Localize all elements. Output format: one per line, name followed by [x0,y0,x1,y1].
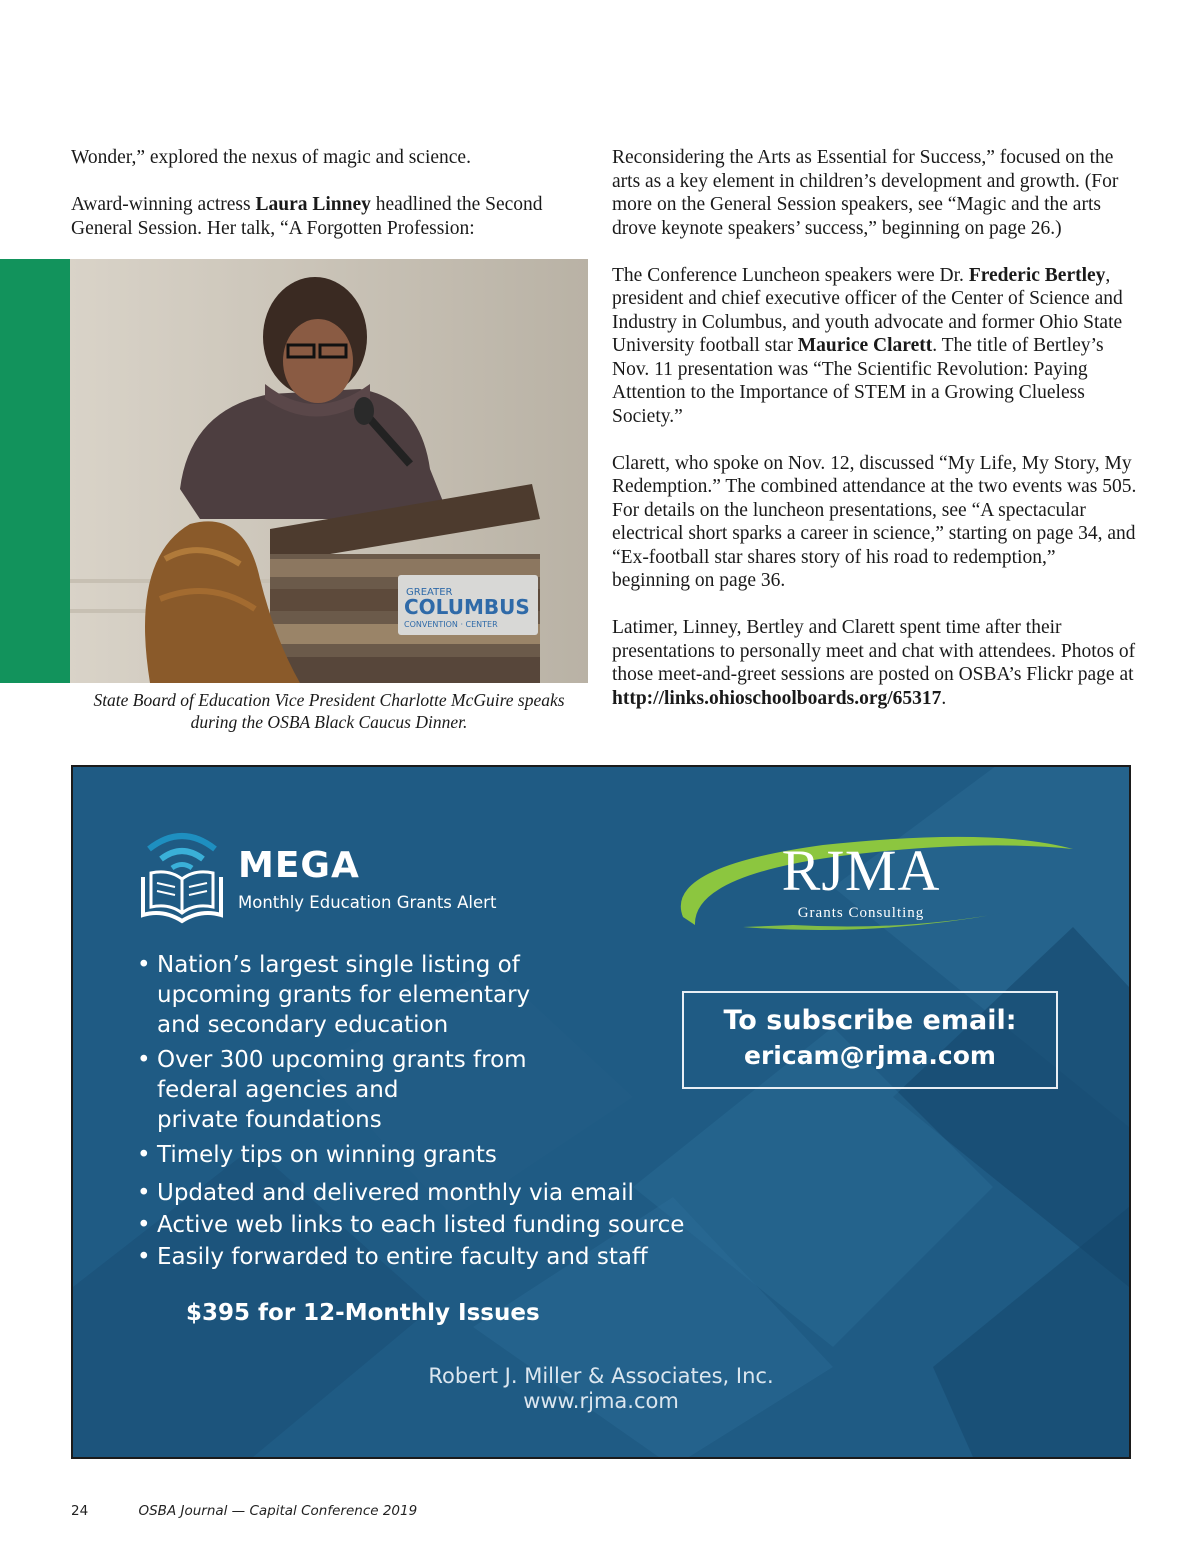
rjma-title: RJMA [781,838,941,903]
subscribe-email-link[interactable]: ericam@rjma.com [744,1041,996,1070]
list-item-line: • Nation’s largest single listing of [157,952,520,978]
paragraph: Reconsidering the Arts as Essential for Success,” focused on the arts as a key element in children’s development and growth. (For more on the General Session speakers, see “Magic and the arts drove keynote speakers’ success,” beginning on page 26.) [612,147,1119,239]
text: headlined the Second General Session. Her talk, “A Forgotten Profession: [71,194,543,239]
text: The Conference Luncheon speakers were Dr. [612,264,969,286]
paragraph: Wonder,” explored the nexus of magic and science. [71,147,471,168]
list-item [137,1178,684,1208]
list-item [137,950,684,1040]
text: Latimer, Linney, Bertley and Clarett spent time after their presentations to personally meet and chat with attendees. Photos of those meet-and-greet sessions are posted on OSBA’s Flickr page at [612,617,1136,685]
right-text-column [612,146,1137,710]
subscribe-label: To subscribe email: [723,1005,1017,1036]
list-item-line: • Over 300 upcoming grants from [157,1047,527,1073]
company-name: Robert J. Miller & Associates, Inc. [428,1364,774,1388]
text: , president and chief executive officer of the Center of Science and Industry in Columbus, and youth advocate and former Ohio State University football star [612,264,1123,356]
price-text: $395 for 12-Monthly Issues [186,1300,540,1326]
speaker-name: Laura Linney [255,194,371,215]
green-accent-bar [0,259,70,683]
paragraph [612,264,1137,429]
list-item-line: private foundations [157,1107,382,1133]
list-item-line: • Updated and delivered monthly via email [157,1180,634,1206]
page-footer [71,1503,417,1519]
paragraph [612,616,1137,710]
subscribe-box [682,991,1058,1089]
caption-line: during the OSBA Black Caucus Dinner. [190,712,468,732]
list-item [137,1140,684,1170]
caption-line: State Board of Education Vice President Charlotte McGuire speaks [93,690,565,710]
list-item-line: and secondary education [157,1012,449,1038]
photo-illustration [70,259,588,683]
rjma-subtitle: Grants Consulting [797,905,925,921]
sign-text: COLUMBUS [404,595,530,619]
list-item-line: federal agencies and [157,1077,399,1103]
feature-list [137,950,684,1274]
paragraph [71,193,576,240]
left-text-column [71,146,576,240]
list-item-line: • Easily forwarded to entire faculty and staff [157,1244,648,1270]
journal-title: OSBA Journal — Capital Conference 2019 [138,1503,418,1519]
text: Award-winning actress [71,194,256,215]
list-item [137,1210,684,1240]
website-link[interactable]: www.rjma.com [523,1389,679,1413]
photo-caption [70,689,588,733]
speaker-photo [70,259,588,683]
sign-text: GREATER [406,587,453,598]
page-number: 24 [71,1503,89,1519]
speaker-name: Maurice Clarett [797,335,933,356]
text: . The title of Bertley’s Nov. 11 presentation was “The Scientific Revolution: Paying Attention to the Importance of STEM in a Growing Clueless Society.” [612,335,1104,427]
mega-subtitle: Monthly Education Grants Alert [238,893,497,912]
list-item [137,1242,684,1272]
mega-title: MEGA [238,845,360,886]
flickr-link[interactable]: http://links.ohioschoolboards.org/65317 [612,687,942,709]
book-wifi-icon [137,829,227,925]
speaker-name: Frederic Bertley [968,264,1106,286]
rjma-advertisement [71,765,1131,1459]
paragraph: Clarett, who spoke on Nov. 12, discussed “My Life, My Story, My Redemption.” The combined attendance at the two events was 505. For details on the luncheon presentations, see “A spectacular electrical short sparks a career in science,” starting on page 34, and “Ex-football star shares story of his road to redemption,” beginning on page 36. [612,452,1137,591]
text: . [941,687,947,709]
list-item [137,1045,684,1135]
sign-text: CONVENTION · CENTER [404,620,498,629]
list-item-line: • Timely tips on winning grants [157,1142,497,1168]
list-item-line: • Active web links to each listed funding source [157,1212,685,1238]
list-item-line: upcoming grants for elementary [157,982,531,1008]
